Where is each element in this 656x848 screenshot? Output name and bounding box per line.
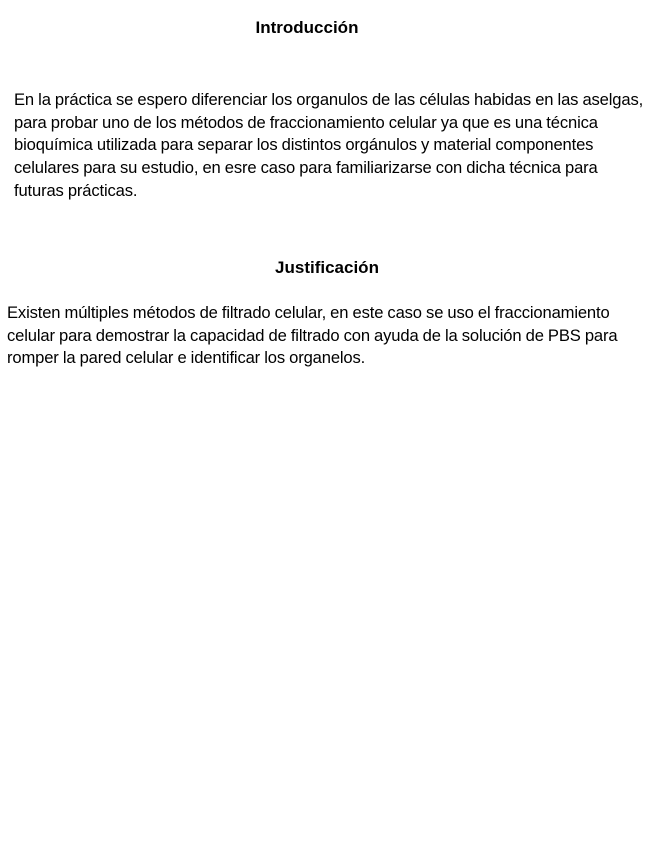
justification-heading: Justificación [275,258,379,277]
justification-paragraph: Existen múltiples métodos de filtrado celular, en este caso se uso el fraccionamiento celular para demostrar la capacidad de filtrado con ayuda de la solución de PBS para romper la pared celular e identificar los organelos. [7,303,618,368]
introduction-paragraph: En la práctica se espero diferenciar los organulos de las células habidas en las aselgas, para probar uno de los métodos de fraccionamiento celular ya que es una técnica bioquímica utilizada para separar los distintos orgánulos y material componentes celulares para su estudio, en esre caso para familiarizarse con dicha técnica para futuras prácticas. [14,90,644,200]
introduction-heading: Introducción [255,18,359,37]
